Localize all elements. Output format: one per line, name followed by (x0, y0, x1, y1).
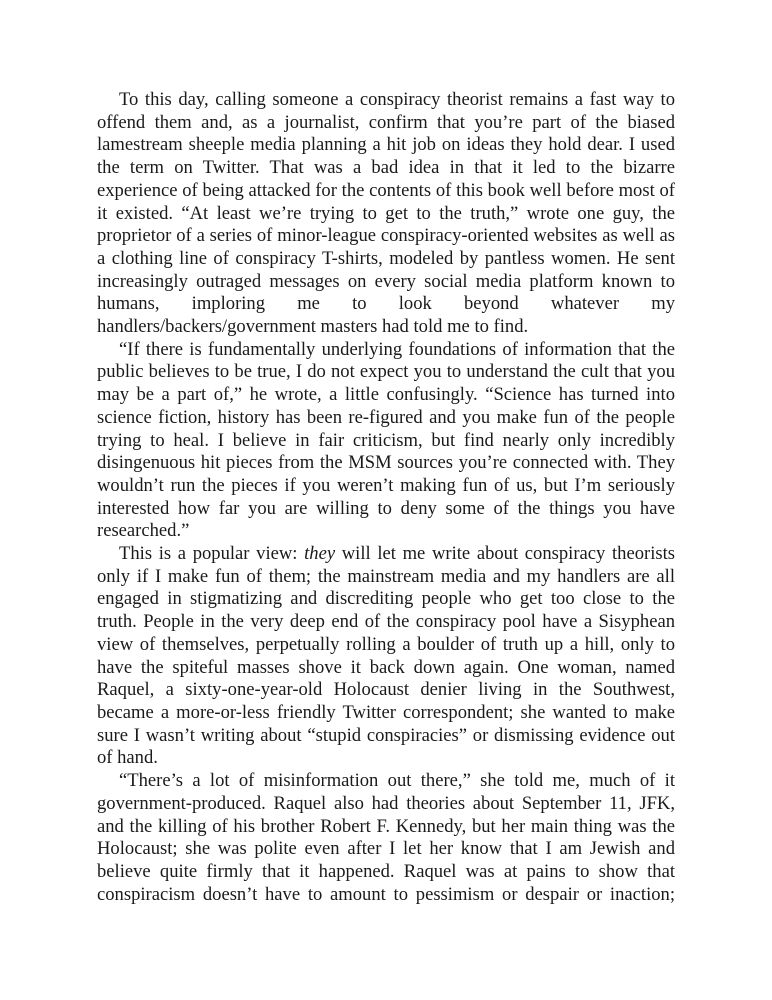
page-body (97, 89, 675, 906)
paragraph-3-text-rest: will let me write about conspiracy theorists only if I make fun of them; the mainstream media and my handlers are all engaged in stigmatizing and discrediting people who get too close to the truth. People in the very deep end of the conspiracy pool have a Sisyphean view of themselves, perpetually rolling a boulder of truth up a hill, only to have the spiteful masses shove it back down again. One woman, named Raquel, a sixty-one-year-old Holocaust denier living in the Southwest, became a more-or-less friendly Twitter correspondent; she wanted to make sure I wasn’t writing about “stupid conspiracies” or dismissing evidence out of hand. (97, 543, 676, 769)
paragraph-2-text: “If there is fundamentally underlying foundations of information that the public believes to be true, I do not expect you to understand the cult that you may be a part of,” he wrote, a little confusingly. “Science has turned into science fiction, history has been re-figured and you make fun of the people trying to heal. I believe in fair criticism, but find nearly only incredibly disingenuous hit pieces from the MSM sources you’re connected with. They wouldn’t run the pieces if you weren’t making fun of us, but I’m seriously interested how far you are willing to deny some of the things you have researched.” (97, 338, 675, 542)
paragraph-2 (97, 339, 675, 543)
paragraph-3-text-start: This is a popular view: (119, 543, 305, 565)
paragraph-1-text: To this day, calling someone a conspiracy theorist remains a fast way to offend them and, as a journalist, confirm that you’re part of the biased lamestream sheeple media planning a hit job on ideas they hold dear. I used the term on Twitter. That was a bad idea in that it led to the bizarre experience of being attacked for the contents of this book well before most of it existed. “At least we’re trying to get to the truth,” wrote one guy, the proprietor of a series of minor-league conspiracy-oriented websites as well as a clothing line of conspiracy T-shirts, modeled by pantless women. He sent increasingly outraged messages on every social media platform known to humans, imploring me to look beyond whatever my handlers/backers/government masters had told me to find. (97, 89, 675, 338)
paragraph-4 (97, 770, 675, 906)
paragraph-1 (97, 89, 675, 339)
paragraph-3-italic-they: they (304, 543, 336, 565)
paragraph-3 (97, 543, 675, 770)
paragraph-4-text: “There’s a lot of misinformation out there,” she told me, much of it government-produced. Raquel also had theories about September 11, JFK, and the killing of his brother Robert F. Kennedy, but her main thing was the Holocaust; she was polite even after I let her know that I am Jewish and believe quite firmly that it happened. Raquel was at pains to show that conspiracism doesn’t have to amount to pessimism or despair or inaction; (97, 770, 675, 905)
